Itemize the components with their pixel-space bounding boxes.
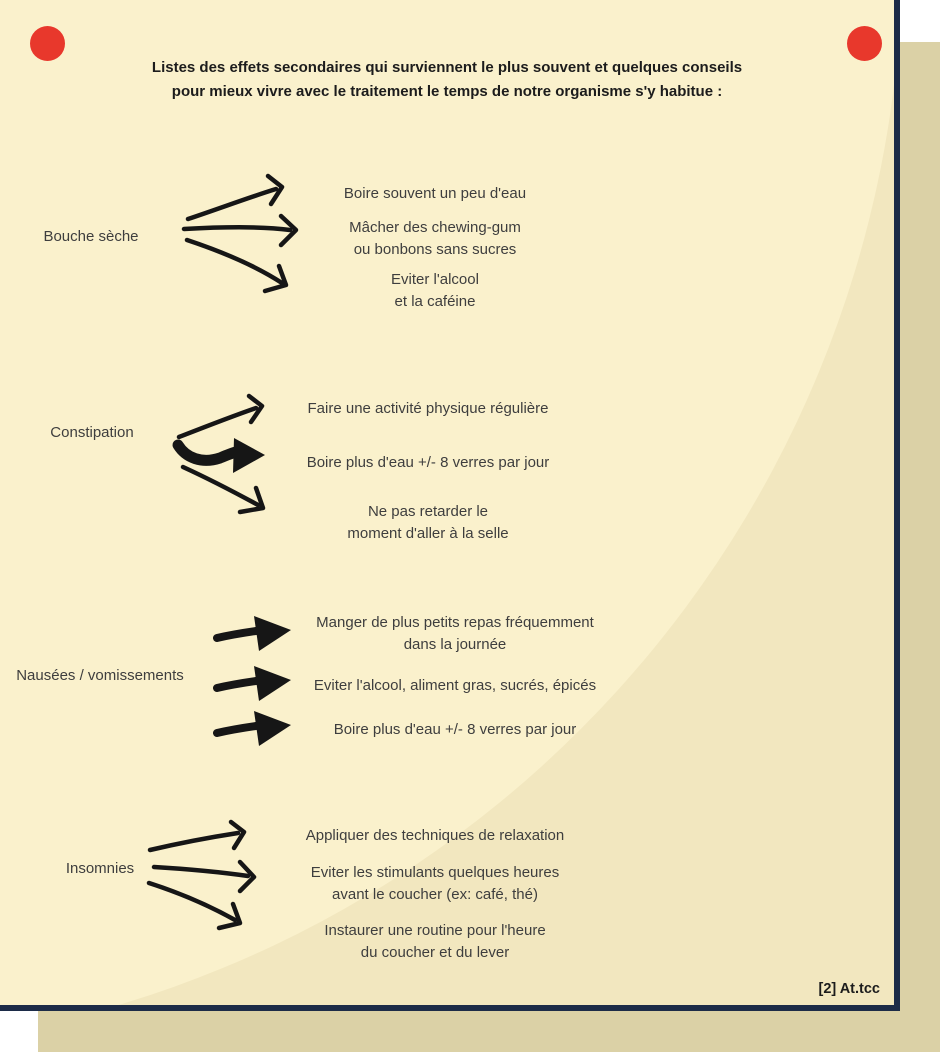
section-label: Nausées / vomissements — [16, 667, 184, 684]
tip-text — [255, 825, 615, 847]
tip-line: avant le coucher (ex: café, thé) — [332, 886, 538, 903]
tip-text — [238, 501, 618, 545]
tip-text — [238, 398, 618, 420]
citation: [2] At.tcc — [818, 981, 880, 997]
page-title-line1: Listes des effets secondaires qui surviennent le plus souvent et quelques conseils — [151, 59, 743, 76]
tip-line: du coucher et du lever — [360, 944, 510, 961]
tip-line: Boire plus d'eau +/- 8 verres par jour — [333, 721, 577, 738]
tip-text — [255, 612, 655, 656]
tip-line: Eviter l'alcool — [391, 271, 479, 288]
fan-arrows-icon — [142, 820, 267, 935]
tip-text — [255, 920, 615, 964]
tip-line: et la caféine — [394, 293, 476, 310]
tip-line: Ne pas retarder le — [367, 503, 489, 520]
section-label: Constipation — [50, 424, 134, 441]
tip-text — [238, 452, 618, 474]
tip-line: Boire souvent un peu d'eau — [343, 185, 527, 202]
tip-text — [265, 217, 605, 261]
tip-line: ou bonbons sans sucres — [353, 241, 517, 258]
tip-line: Manger de plus petits repas fréquemment — [316, 614, 594, 631]
tip-text — [265, 183, 605, 205]
tip-line: dans la journée — [403, 636, 507, 653]
tip-text — [255, 719, 655, 741]
section-label: Insomnies — [65, 860, 135, 877]
tip-text — [255, 862, 615, 906]
section-label: Bouche sèche — [43, 228, 139, 245]
page-title-line2: pour mieux vivre avec le traitement le temps de notre organisme s'y habitue : — [171, 83, 723, 100]
tip-line: Eviter l'alcool, aliment gras, sucrés, épicés — [313, 677, 597, 694]
tip-line: Instaurer une routine pour l'heure — [324, 922, 546, 939]
page-title — [40, 56, 854, 104]
tip-line: moment d'aller à la selle — [347, 525, 509, 542]
tip-line: Appliquer des techniques de relaxation — [305, 827, 565, 844]
tip-text — [265, 269, 605, 313]
tip-line: Eviter les stimulants quelques heures — [310, 864, 560, 881]
tip-line: Mâcher des chewing-gum — [349, 219, 521, 236]
tip-line: Boire plus d'eau +/- 8 verres par jour — [306, 454, 550, 471]
tip-line: Faire une activité physique régulière — [307, 400, 549, 417]
tip-text — [255, 675, 655, 697]
